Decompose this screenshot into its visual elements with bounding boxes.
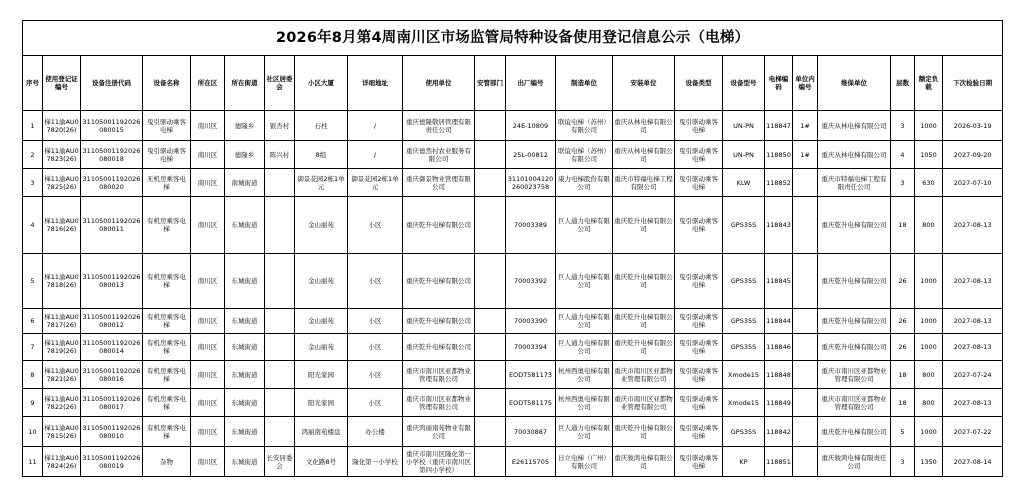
cell-factory-no: 25L-00812 [506, 141, 556, 169]
cell-next-inspection: 2027-09-20 [943, 141, 1003, 169]
cell-seq: 4 [23, 197, 43, 254]
cell-estate: 石柱 [295, 111, 348, 141]
cell-device-type: 曳引驱动乘客电梯 [675, 309, 723, 334]
cell-maintainer: 重庆市南川区亚都物业管理有限公司 [818, 361, 891, 389]
cell-rated-load: 1000 [915, 334, 943, 361]
cell-internal-no [793, 169, 818, 197]
column-header-elevator-code: 电梯编码 [765, 56, 793, 111]
cell-device-model: UN-PN [723, 111, 765, 141]
cell-community [265, 389, 295, 417]
cell-street: 东城街道 [225, 417, 265, 447]
cell-maintainer: 重庆市南川区亚都物业管理有限公司 [818, 389, 891, 417]
cell-community [265, 417, 295, 447]
column-header-community: 社区居委会 [265, 56, 295, 111]
cell-device-model: GPS35S [723, 254, 765, 309]
cell-address: 御景花园2栋1单元 [348, 169, 403, 197]
cell-internal-no [793, 447, 818, 477]
column-header-device-name: 设备名称 [143, 56, 191, 111]
cell-next-inspection: 2027-08-13 [943, 334, 1003, 361]
cell-maintainer: 重庆乾升电梯有限公司 [818, 417, 891, 447]
cell-elevator-code: 118848 [765, 361, 793, 389]
cell-district: 南川区 [191, 169, 225, 197]
cell-user-unit: 重庆乾升电梯有限公司 [403, 197, 475, 254]
column-header-floors: 层数 [891, 56, 915, 111]
cell-manufacturer: 日立电梯（广州）有限公司 [556, 447, 613, 477]
cell-cert-no: 梯11渝AU07822(26) [43, 389, 81, 417]
column-header-manufacturer: 制造单位 [556, 56, 613, 111]
cell-maintainer: 重庆乾升电梯有限公司 [818, 334, 891, 361]
cell-manufacturer: 杭州西奥电梯有限公司 [556, 361, 613, 389]
cell-address: 小区 [348, 254, 403, 309]
cell-device-model: GPS35S [723, 334, 765, 361]
cell-rated-load: 630 [915, 169, 943, 197]
column-header-internal-no: 单位内编号 [793, 56, 818, 111]
cell-device-model: KP [723, 447, 765, 477]
cell-rated-load: 800 [915, 389, 943, 417]
cell-floors: 5 [891, 417, 915, 447]
cell-estate: 御景花园2栋1单元 [295, 169, 348, 197]
cell-elevator-code: 118852 [765, 169, 793, 197]
cell-next-inspection: 2027-07-24 [943, 361, 1003, 389]
cell-estate: 金山丽苑 [295, 254, 348, 309]
cell-safety-dept [475, 389, 506, 417]
cell-installer: 重庆市南川区亚都物业管理有限公司 [613, 361, 675, 389]
cell-cert-no: 梯11渝AU07818(26) [43, 254, 81, 309]
cell-address: 小区 [348, 389, 403, 417]
cell-community: 陈兴村 [265, 141, 295, 169]
cell-user-unit: 重庆御景物业管理有限公司 [403, 169, 475, 197]
cell-elevator-code: 118846 [765, 334, 793, 361]
cell-device-type: 曳引驱动乘客电梯 [675, 389, 723, 417]
cell-street: 东城街道 [225, 389, 265, 417]
cell-factory-no: 31101004120260023758 [506, 169, 556, 197]
column-header-maintainer: 维保单位 [818, 56, 891, 111]
cell-district: 南川区 [191, 389, 225, 417]
cell-next-inspection: 2027-08-13 [943, 197, 1003, 254]
cell-cert-no: 梯11渝AU07821(26) [43, 361, 81, 389]
cell-user-unit: 重庆鸿丽南苑物业有限公司 [403, 417, 475, 447]
cell-user-unit: 重庆德然村农业服务有限公司 [403, 141, 475, 169]
cell-safety-dept [475, 111, 506, 141]
cell-device-name: 有机房乘客电梯 [143, 254, 191, 309]
cell-device-name: 有机房乘客电梯 [143, 361, 191, 389]
cell-manufacturer: 巨人通力电梯有限公司 [556, 254, 613, 309]
cell-district: 南川区 [191, 361, 225, 389]
cell-installer: 重庆乾升电梯有限公司 [613, 334, 675, 361]
cell-internal-no [793, 417, 818, 447]
cell-community [265, 169, 295, 197]
cell-address: 隆化第一小学校 [348, 447, 403, 477]
column-header-cert-no: 使用登记证编号 [43, 56, 81, 111]
cell-community [265, 309, 295, 334]
cell-installer: 重庆骏鸿电梯有限公司 [613, 447, 675, 477]
column-header-safety-dept: 安管部门 [475, 56, 506, 111]
cell-device-model: Xmode15 [723, 389, 765, 417]
cell-estate: 文化路8号 [295, 447, 348, 477]
table-row [23, 417, 1003, 447]
cell-rated-load: 1000 [915, 254, 943, 309]
cell-floors: 18 [891, 361, 915, 389]
cell-safety-dept [475, 417, 506, 447]
cell-manufacturer: 杭州西奥电梯有限公司 [556, 389, 613, 417]
cell-seq: 1 [23, 111, 43, 141]
column-header-reg-code: 设备注册代码 [81, 56, 143, 111]
cell-device-name: 曳引驱动乘客电梯 [143, 141, 191, 169]
cell-community [265, 197, 295, 254]
cell-estate: 金山丽苑 [295, 309, 348, 334]
cell-community [265, 254, 295, 309]
cell-device-name: 有机房乘客电梯 [143, 309, 191, 334]
column-header-rated-load: 额定负载 [915, 56, 943, 111]
cell-manufacturer: 巨人通力电梯有限公司 [556, 334, 613, 361]
cell-factory-no: E26115705 [506, 447, 556, 477]
cell-manufacturer: 巨人通力电梯有限公司 [556, 417, 613, 447]
cell-estate: 阳光家园 [295, 361, 348, 389]
cell-reg-code: 31105001192026080016 [81, 361, 143, 389]
cell-maintainer: 重庆乾升电梯有限公司 [818, 197, 891, 254]
cell-user-unit: 重庆德隆敬居管理有限责任公司 [403, 111, 475, 141]
cell-device-name: 曳引驱动乘客电梯 [143, 111, 191, 141]
cell-installer: 重庆市特福电梯工程有限公司 [613, 169, 675, 197]
cell-internal-no [793, 389, 818, 417]
table-row [23, 111, 1003, 141]
cell-device-name: 无机房乘客电梯 [143, 169, 191, 197]
cell-next-inspection: 2027-07-22 [943, 417, 1003, 447]
cell-estate: 鸿丽南苑楼盘 [295, 417, 348, 447]
cell-manufacturer: 联谊电梯（苏州）有限公司 [556, 111, 613, 141]
cell-floors: 4 [891, 141, 915, 169]
cell-installer: 重庆乾升电梯有限公司 [613, 417, 675, 447]
cell-reg-code: 31105001192026080019 [81, 447, 143, 477]
cell-street: 东城街道 [225, 334, 265, 361]
cell-user-unit: 重庆乾升电梯有限公司 [403, 254, 475, 309]
cell-floors: 3 [891, 111, 915, 141]
cell-address: 办公楼 [348, 417, 403, 447]
column-header-seq: 序号 [23, 56, 43, 111]
cell-rated-load: 1000 [915, 309, 943, 334]
cell-factory-no: 70030887 [506, 417, 556, 447]
cell-address: 小区 [348, 197, 403, 254]
cell-device-model: GPS35S [723, 197, 765, 254]
cell-reg-code: 31105001192026080020 [81, 169, 143, 197]
cell-reg-code: 31105001192026080017 [81, 389, 143, 417]
cell-rated-load: 1000 [915, 111, 943, 141]
cell-maintainer: 重庆乾升电梯有限公司 [818, 309, 891, 334]
cell-factory-no: 70003394 [506, 334, 556, 361]
cell-device-type: 曳引驱动乘客电梯 [675, 169, 723, 197]
cell-internal-no [793, 334, 818, 361]
column-header-street: 所在街道 [225, 56, 265, 111]
cell-factory-no: 70003392 [506, 254, 556, 309]
cell-seq: 7 [23, 334, 43, 361]
table-row [23, 169, 1003, 197]
cell-maintainer: 重庆从林电梯有限公司 [818, 141, 891, 169]
table-row [23, 334, 1003, 361]
table-row [23, 141, 1003, 169]
cell-street: 东城街道 [225, 447, 265, 477]
cell-district: 南川区 [191, 334, 225, 361]
cell-user-unit: 重庆乾升电梯有限公司 [403, 334, 475, 361]
cell-factory-no: 70003390 [506, 309, 556, 334]
cell-district: 南川区 [191, 111, 225, 141]
cell-factory-no: 70003389 [506, 197, 556, 254]
table-row [23, 254, 1003, 309]
cell-installer: 重庆乾升电梯有限公司 [613, 197, 675, 254]
cell-reg-code: 31105001192026080013 [81, 254, 143, 309]
cell-estate: 8组 [295, 141, 348, 169]
cell-cert-no: 梯11渝AU07815(26) [43, 417, 81, 447]
table-row [23, 309, 1003, 334]
cell-next-inspection: 2027-08-13 [943, 309, 1003, 334]
cell-installer: 重庆市南川区亚都物业管理有限公司 [613, 389, 675, 417]
cell-seq: 11 [23, 447, 43, 477]
cell-street: 德隆乡 [225, 141, 265, 169]
column-header-next-inspection: 下次检验日期 [943, 56, 1003, 111]
cell-seq: 2 [23, 141, 43, 169]
cell-cert-no: 梯11渝AU07823(26) [43, 141, 81, 169]
cell-seq: 9 [23, 389, 43, 417]
cell-installer: 重庆乾升电梯有限公司 [613, 309, 675, 334]
cell-cert-no: 梯11渝AU07816(26) [43, 197, 81, 254]
table-row [23, 197, 1003, 254]
cell-community [265, 334, 295, 361]
cell-next-inspection: 2027-08-14 [943, 447, 1003, 477]
cell-rated-load: 1000 [915, 417, 943, 447]
cell-floors: 3 [891, 169, 915, 197]
cell-device-name: 杂物 [143, 447, 191, 477]
cell-device-type: 曳引驱动乘客电梯 [675, 417, 723, 447]
cell-street: 德隆乡 [225, 111, 265, 141]
cell-reg-code: 31105001192026080011 [81, 197, 143, 254]
cell-floors: 26 [891, 334, 915, 361]
cell-installer: 重庆从林电梯有限公司 [613, 111, 675, 141]
column-header-device-model: 设备型号 [723, 56, 765, 111]
cell-community [265, 361, 295, 389]
cell-manufacturer: 联谊电梯（苏州）有限公司 [556, 141, 613, 169]
cell-floors: 26 [891, 254, 915, 309]
cell-elevator-code: 118851 [765, 447, 793, 477]
table-row [23, 361, 1003, 389]
cell-maintainer: 重庆从林电梯有限公司 [818, 111, 891, 141]
cell-cert-no: 梯11渝AU07825(26) [43, 169, 81, 197]
column-header-district: 所在区 [191, 56, 225, 111]
cell-elevator-code: 118850 [765, 141, 793, 169]
cell-district: 南川区 [191, 447, 225, 477]
cell-internal-no: 1# [793, 111, 818, 141]
cell-safety-dept [475, 169, 506, 197]
cell-safety-dept [475, 141, 506, 169]
cell-floors: 26 [891, 309, 915, 334]
column-header-estate: 小区大厦 [295, 56, 348, 111]
cell-device-model: Xmode15 [723, 361, 765, 389]
cell-manufacturer: 巨人通力电梯有限公司 [556, 309, 613, 334]
cell-seq: 5 [23, 254, 43, 309]
elevator-registration-table [22, 20, 1003, 477]
cell-device-name: 有机房乘客电梯 [143, 389, 191, 417]
cell-rated-load: 800 [915, 197, 943, 254]
cell-device-type: 曳引驱动乘客电梯 [675, 141, 723, 169]
cell-internal-no [793, 254, 818, 309]
cell-installer: 重庆乾升电梯有限公司 [613, 254, 675, 309]
cell-rated-load: 800 [915, 361, 943, 389]
cell-district: 南川区 [191, 417, 225, 447]
cell-cert-no: 梯11渝AU07819(26) [43, 334, 81, 361]
cell-device-type: 曳引驱动乘客电梯 [675, 447, 723, 477]
cell-internal-no [793, 197, 818, 254]
cell-elevator-code: 118845 [765, 254, 793, 309]
cell-elevator-code: 118842 [765, 417, 793, 447]
cell-user-unit: 重庆市南川区亚都物业管理有限公司 [403, 361, 475, 389]
cell-rated-load: 1050 [915, 141, 943, 169]
cell-device-model: GPS35S [723, 417, 765, 447]
cell-device-model: UN-PN [723, 141, 765, 169]
cell-next-inspection: 2027-08-13 [943, 389, 1003, 417]
cell-estate: 金山丽苑 [295, 197, 348, 254]
cell-floors: 3 [891, 447, 915, 477]
cell-address: / [348, 111, 403, 141]
cell-estate: 阳光家园 [295, 389, 348, 417]
cell-internal-no: 1# [793, 141, 818, 169]
cell-street: 南城街道 [225, 169, 265, 197]
cell-device-name: 有机房乘客电梯 [143, 334, 191, 361]
cell-elevator-code: 118843 [765, 197, 793, 254]
cell-floors: 18 [891, 197, 915, 254]
cell-device-type: 曳引驱动乘客电梯 [675, 197, 723, 254]
cell-district: 南川区 [191, 141, 225, 169]
cell-device-name: 有机房乘客电梯 [143, 197, 191, 254]
column-header-factory-no: 出厂编号 [506, 56, 556, 111]
cell-next-inspection: 2027-07-10 [943, 169, 1003, 197]
cell-address: 小区 [348, 309, 403, 334]
cell-maintainer: 重庆乾升电梯有限公司 [818, 254, 891, 309]
cell-device-type: 曳引驱动乘客电梯 [675, 254, 723, 309]
cell-user-unit: 重庆市南川区隆化第一小学校（重庆市南川区第四小学校） [403, 447, 475, 477]
cell-safety-dept [475, 197, 506, 254]
cell-device-model: GPS35S [723, 309, 765, 334]
cell-installer: 重庆从林电梯有限公司 [613, 141, 675, 169]
page-title: 2026年8月第4周南川区市场监管局特种设备使用登记信息公示（电梯） [23, 21, 1003, 56]
cell-maintainer: 重庆骏鸿电梯有限责任公司 [818, 447, 891, 477]
table-row [23, 389, 1003, 417]
cell-manufacturer: 康力电梯股份有限公司 [556, 169, 613, 197]
cell-safety-dept [475, 254, 506, 309]
cell-safety-dept [475, 309, 506, 334]
cell-elevator-code: 118844 [765, 309, 793, 334]
cell-maintainer: 重庆市特福电梯工程有限责任公司 [818, 169, 891, 197]
cell-cert-no: 梯11渝AU07824(26) [43, 447, 81, 477]
cell-street: 东城街道 [225, 309, 265, 334]
cell-device-type: 曳引驱动乘客电梯 [675, 361, 723, 389]
cell-reg-code: 31105001192026080010 [81, 417, 143, 447]
column-header-installer: 安装单位 [613, 56, 675, 111]
cell-seq: 8 [23, 361, 43, 389]
cell-street: 东城街道 [225, 254, 265, 309]
cell-address: 小区 [348, 334, 403, 361]
cell-safety-dept [475, 334, 506, 361]
cell-safety-dept [475, 361, 506, 389]
cell-reg-code: 31105001192026080015 [81, 111, 143, 141]
cell-address: 小区 [348, 361, 403, 389]
cell-device-type: 曳引驱动乘客电梯 [675, 334, 723, 361]
cell-estate: 金山丽苑 [295, 334, 348, 361]
cell-address: / [348, 141, 403, 169]
cell-seq: 6 [23, 309, 43, 334]
cell-factory-no: EODT581175 [506, 389, 556, 417]
cell-next-inspection: 2026-03-19 [943, 111, 1003, 141]
title-row [23, 21, 1003, 56]
cell-district: 南川区 [191, 197, 225, 254]
cell-floors: 18 [891, 389, 915, 417]
cell-factory-no: EODT581173 [506, 361, 556, 389]
column-header-device-type: 设备类型 [675, 56, 723, 111]
cell-internal-no [793, 361, 818, 389]
cell-street: 东城街道 [225, 361, 265, 389]
cell-internal-no [793, 309, 818, 334]
cell-safety-dept [475, 447, 506, 477]
cell-device-model: KLW [723, 169, 765, 197]
cell-elevator-code: 118847 [765, 111, 793, 141]
cell-elevator-code: 118849 [765, 389, 793, 417]
cell-manufacturer: 巨人通力电梯有限公司 [556, 197, 613, 254]
cell-reg-code: 31105001192026080012 [81, 309, 143, 334]
cell-district: 南川区 [191, 309, 225, 334]
column-header-address: 详细地址 [348, 56, 403, 111]
cell-reg-code: 31105001192026080018 [81, 141, 143, 169]
cell-rated-load: 1350 [915, 447, 943, 477]
header-row [23, 56, 1003, 111]
cell-device-type: 曳引驱动乘客电梯 [675, 111, 723, 141]
cell-community: 银杏村 [265, 111, 295, 141]
cell-next-inspection: 2027-08-13 [943, 254, 1003, 309]
cell-user-unit: 重庆市南川区亚都物业管理有限公司 [403, 389, 475, 417]
column-header-user-unit: 使用单位 [403, 56, 475, 111]
cell-cert-no: 梯11渝AU07820(26) [43, 111, 81, 141]
cell-community: 长安居委会 [265, 447, 295, 477]
cell-seq: 3 [23, 169, 43, 197]
cell-device-name: 有机房乘客电梯 [143, 417, 191, 447]
cell-factory-no: 24E-10809 [506, 111, 556, 141]
cell-cert-no: 梯11渝AU07817(26) [43, 309, 81, 334]
cell-reg-code: 31105001192026080014 [81, 334, 143, 361]
cell-user-unit: 重庆乾升电梯有限公司 [403, 309, 475, 334]
cell-district: 南川区 [191, 254, 225, 309]
table-row [23, 447, 1003, 477]
cell-street: 东城街道 [225, 197, 265, 254]
cell-seq: 10 [23, 417, 43, 447]
